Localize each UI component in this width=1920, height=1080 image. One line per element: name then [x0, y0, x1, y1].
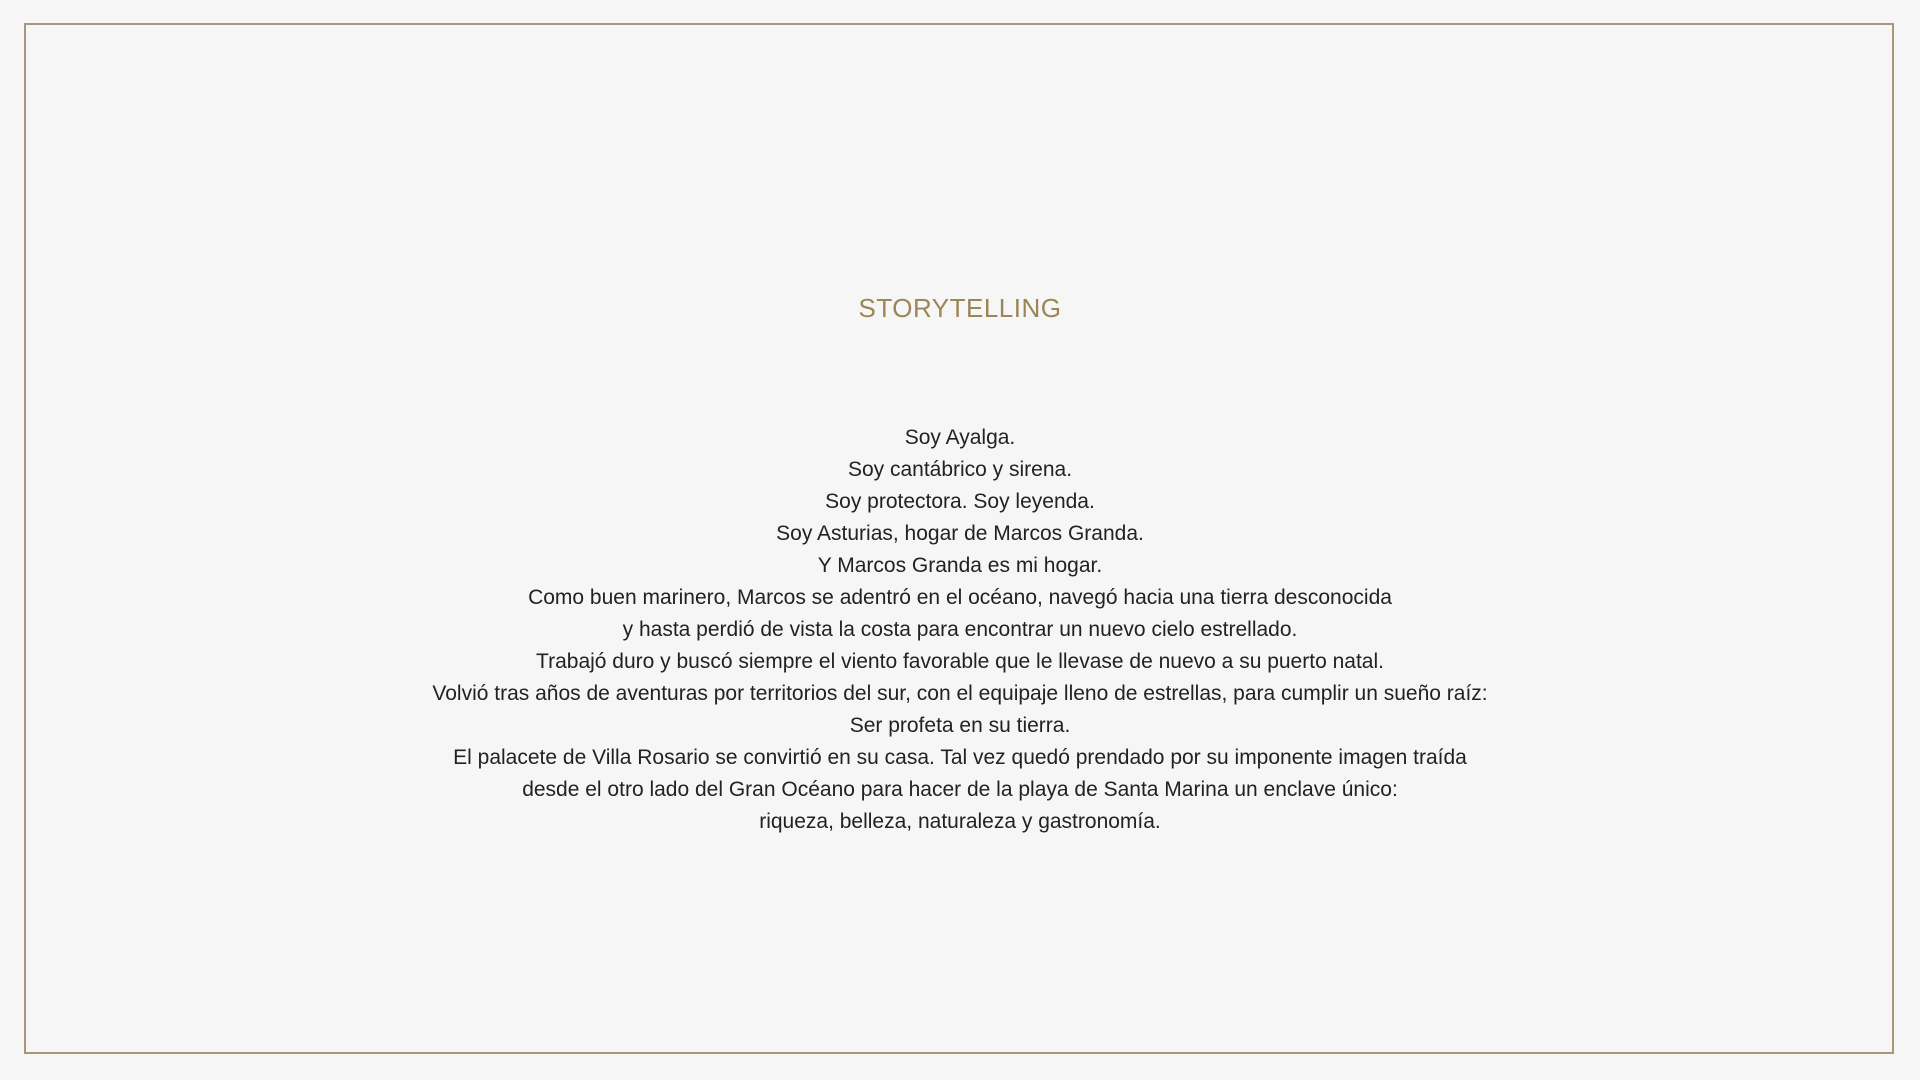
story-line: Como buen marinero, Marcos se adentró en el océano, navegó hacia una tierra desconocida [528, 586, 1392, 609]
story-line: El palacete de Villa Rosario se convirtió en su casa. Tal vez quedó prendado por su imponente imagen traída [453, 746, 1467, 769]
story-text [0, 422, 1920, 838]
story-line: Soy Ayalga. [904, 426, 1016, 449]
story-line: y hasta perdió de vista la costa para encontrar un nuevo cielo estrellado. [622, 618, 1298, 641]
story-line: Soy protectora. Soy leyenda. [825, 490, 1095, 513]
story-line: Trabajó duro y buscó siempre el viento favorable que le llevase de nuevo a su puerto natal. [536, 650, 1384, 673]
story-line: Volvió tras años de aventuras por territorios del sur, con el equipaje lleno de estrellas, para cumplir un sueño raíz: [432, 682, 1488, 705]
story-line: riqueza, belleza, naturaleza y gastronomía. [759, 810, 1161, 833]
story-line: Ser profeta en su tierra. [849, 714, 1071, 737]
story-line: Soy cantábrico y sirena. [847, 458, 1073, 481]
page-title: STORYTELLING [858, 293, 1062, 323]
story-line: desde el otro lado del Gran Océano para hacer de la playa de Santa Marina un enclave único: [522, 778, 1398, 801]
story-line: Soy Asturias, hogar de Marcos Granda. [776, 522, 1144, 545]
story-line: Y Marcos Granda es mi hogar. [817, 554, 1103, 577]
